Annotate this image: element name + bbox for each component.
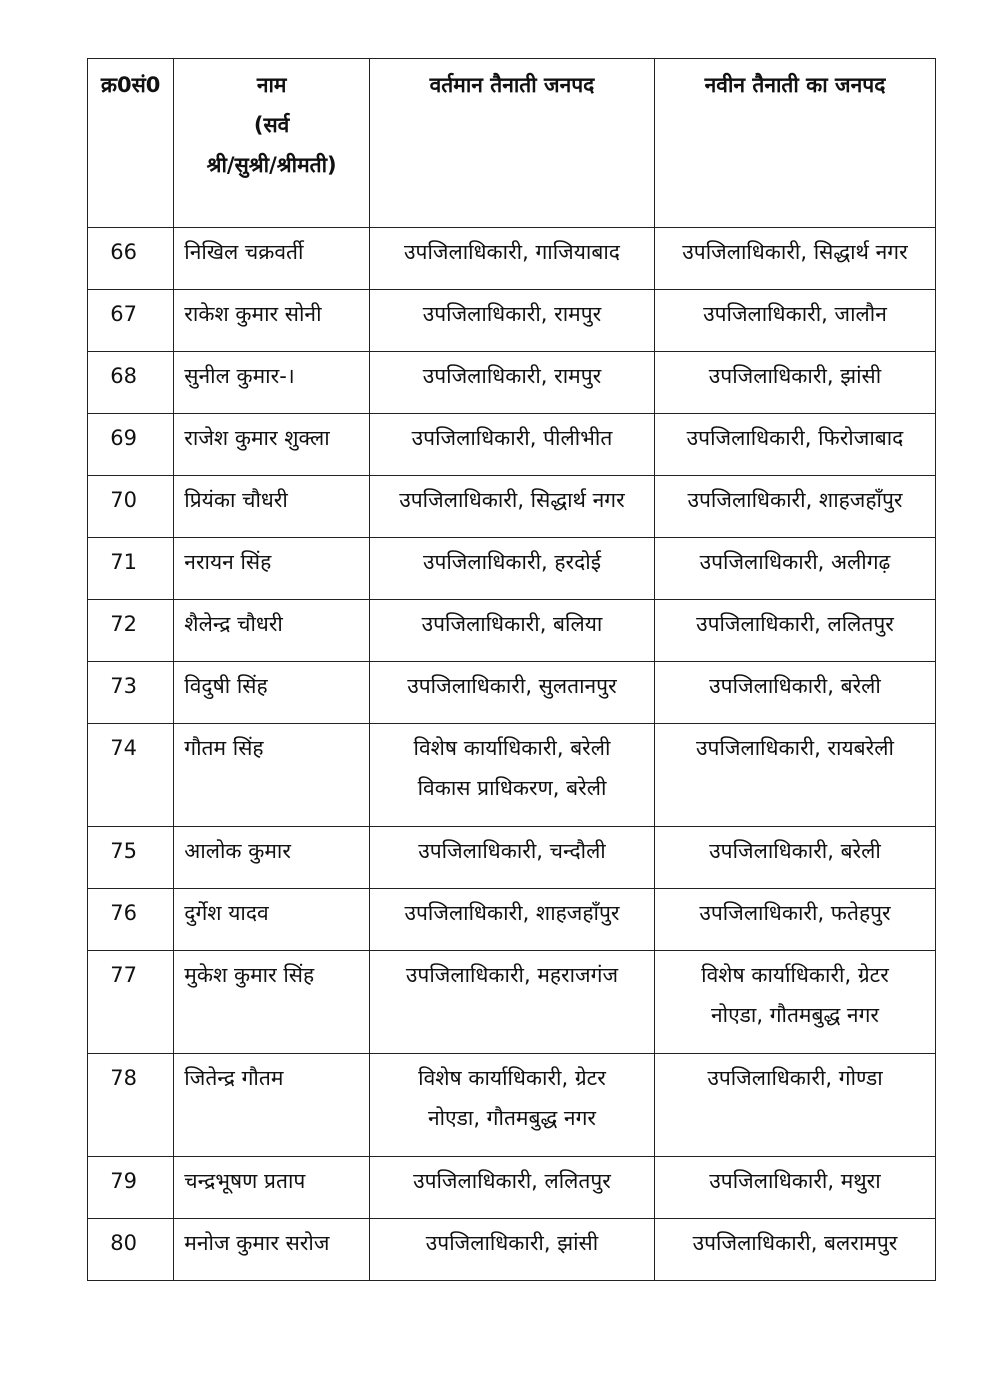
serial-cell: 75 bbox=[88, 827, 174, 889]
table-row bbox=[88, 951, 936, 1054]
name-cell: सुनील कुमार-। bbox=[174, 352, 370, 414]
name-cell: गौतम सिंह bbox=[174, 724, 370, 827]
new-posting-cell: उपजिलाधिकारी, गोण्डा bbox=[654, 1054, 935, 1157]
current-posting-cell: उपजिलाधिकारी, सिद्धार्थ नगर bbox=[369, 476, 654, 538]
header-name bbox=[174, 59, 370, 228]
current-posting-cell: उपजिलाधिकारी, पीलीभीत bbox=[369, 414, 654, 476]
serial-cell: 73 bbox=[88, 662, 174, 724]
new-posting-line1: विशेष कार्याधिकारी, ग्रेटर bbox=[701, 963, 889, 987]
name-cell: राकेश कुमार सोनी bbox=[174, 290, 370, 352]
current-posting-cell: उपजिलाधिकारी, गाजियाबाद bbox=[369, 228, 654, 290]
table-row bbox=[88, 1054, 936, 1157]
current-posting-cell: उपजिलाधिकारी, बलिया bbox=[369, 600, 654, 662]
serial-cell: 78 bbox=[88, 1054, 174, 1157]
table-row bbox=[88, 476, 936, 538]
name-cell: मनोज कुमार सरोज bbox=[174, 1219, 370, 1281]
header-name-line2: (सर्व bbox=[253, 113, 290, 137]
serial-cell: 70 bbox=[88, 476, 174, 538]
new-posting-line2: नोएडा, गौतमबुद्ध नगर bbox=[710, 1003, 880, 1027]
name-cell: निखिल चक्रवर्ती bbox=[174, 228, 370, 290]
name-cell: नरायन सिंह bbox=[174, 538, 370, 600]
new-posting-cell: उपजिलाधिकारी, फतेहपुर bbox=[654, 889, 935, 951]
transfer-table-container bbox=[87, 58, 936, 1281]
current-posting-cell: उपजिलाधिकारी, झांसी bbox=[369, 1219, 654, 1281]
serial-cell: 71 bbox=[88, 538, 174, 600]
serial-cell: 77 bbox=[88, 951, 174, 1054]
new-posting-cell: उपजिलाधिकारी, बलरामपुर bbox=[654, 1219, 935, 1281]
header-name-line3: श्री/सुश्री/श्रीमती) bbox=[206, 153, 337, 177]
table-row bbox=[88, 827, 936, 889]
current-posting-line1: विशेष कार्याधिकारी, ग्रेटर bbox=[418, 1066, 606, 1090]
table-row bbox=[88, 352, 936, 414]
name-cell: विदुषी सिंह bbox=[174, 662, 370, 724]
table-row bbox=[88, 228, 936, 290]
current-posting-cell: उपजिलाधिकारी, चन्दौली bbox=[369, 827, 654, 889]
serial-cell: 80 bbox=[88, 1219, 174, 1281]
serial-cell: 74 bbox=[88, 724, 174, 827]
serial-cell: 69 bbox=[88, 414, 174, 476]
table-row bbox=[88, 414, 936, 476]
serial-cell: 68 bbox=[88, 352, 174, 414]
table-row bbox=[88, 1157, 936, 1219]
serial-cell: 67 bbox=[88, 290, 174, 352]
new-posting-cell: उपजिलाधिकारी, रायबरेली bbox=[654, 724, 935, 827]
new-posting-cell: उपजिलाधिकारी, जालौन bbox=[654, 290, 935, 352]
current-posting-cell: उपजिलाधिकारी, शाहजहाँपुर bbox=[369, 889, 654, 951]
new-posting-cell: उपजिलाधिकारी, मथुरा bbox=[654, 1157, 935, 1219]
table-row bbox=[88, 600, 936, 662]
name-cell: जितेन्द्र गौतम bbox=[174, 1054, 370, 1157]
table-row bbox=[88, 662, 936, 724]
new-posting-cell: उपजिलाधिकारी, सिद्धार्थ नगर bbox=[654, 228, 935, 290]
table-row bbox=[88, 1219, 936, 1281]
serial-cell: 72 bbox=[88, 600, 174, 662]
table-row bbox=[88, 538, 936, 600]
table-header-row bbox=[88, 59, 936, 228]
header-serial: क्र0सं0 bbox=[88, 59, 174, 228]
current-posting-cell bbox=[369, 1054, 654, 1157]
new-posting-cell bbox=[654, 951, 935, 1054]
name-cell: दुर्गेश यादव bbox=[174, 889, 370, 951]
new-posting-cell: उपजिलाधिकारी, ललितपुर bbox=[654, 600, 935, 662]
name-cell: चन्द्रभूषण प्रताप bbox=[174, 1157, 370, 1219]
current-posting-cell: उपजिलाधिकारी, महराजगंज bbox=[369, 951, 654, 1054]
table-row bbox=[88, 724, 936, 827]
table-row bbox=[88, 889, 936, 951]
current-posting-line2: नोएडा, गौतमबुद्ध नगर bbox=[427, 1106, 596, 1130]
new-posting-cell: उपजिलाधिकारी, अलीगढ़ bbox=[654, 538, 935, 600]
serial-cell: 79 bbox=[88, 1157, 174, 1219]
name-cell: आलोक कुमार bbox=[174, 827, 370, 889]
name-cell: शैलेन्द्र चौधरी bbox=[174, 600, 370, 662]
current-posting-cell: उपजिलाधिकारी, रामपुर bbox=[369, 352, 654, 414]
name-cell: प्रियंका चौधरी bbox=[174, 476, 370, 538]
current-posting-cell: उपजिलाधिकारी, रामपुर bbox=[369, 290, 654, 352]
table-row bbox=[88, 290, 936, 352]
header-new-posting: नवीन तैनाती का जनपद bbox=[654, 59, 935, 228]
new-posting-cell: उपजिलाधिकारी, झांसी bbox=[654, 352, 935, 414]
current-posting-cell: उपजिलाधिकारी, हरदोई bbox=[369, 538, 654, 600]
current-posting-cell: उपजिलाधिकारी, ललितपुर bbox=[369, 1157, 654, 1219]
name-cell: मुकेश कुमार सिंह bbox=[174, 951, 370, 1054]
serial-cell: 66 bbox=[88, 228, 174, 290]
serial-cell: 76 bbox=[88, 889, 174, 951]
current-posting-cell: उपजिलाधिकारी, सुलतानपुर bbox=[369, 662, 654, 724]
current-posting-line2: विकास प्राधिकरण, बरेली bbox=[417, 776, 607, 800]
new-posting-cell: उपजिलाधिकारी, शाहजहाँपुर bbox=[654, 476, 935, 538]
header-name-line1: नाम bbox=[256, 73, 287, 97]
transfer-table bbox=[87, 58, 936, 1281]
name-cell: राजेश कुमार शुक्ला bbox=[174, 414, 370, 476]
current-posting-line1: विशेष कार्याधिकारी, बरेली bbox=[413, 736, 611, 760]
new-posting-cell: उपजिलाधिकारी, फिरोजाबाद bbox=[654, 414, 935, 476]
new-posting-cell: उपजिलाधिकारी, बरेली bbox=[654, 662, 935, 724]
new-posting-cell: उपजिलाधिकारी, बरेली bbox=[654, 827, 935, 889]
header-current-posting: वर्तमान तैनाती जनपद bbox=[369, 59, 654, 228]
current-posting-cell bbox=[369, 724, 654, 827]
